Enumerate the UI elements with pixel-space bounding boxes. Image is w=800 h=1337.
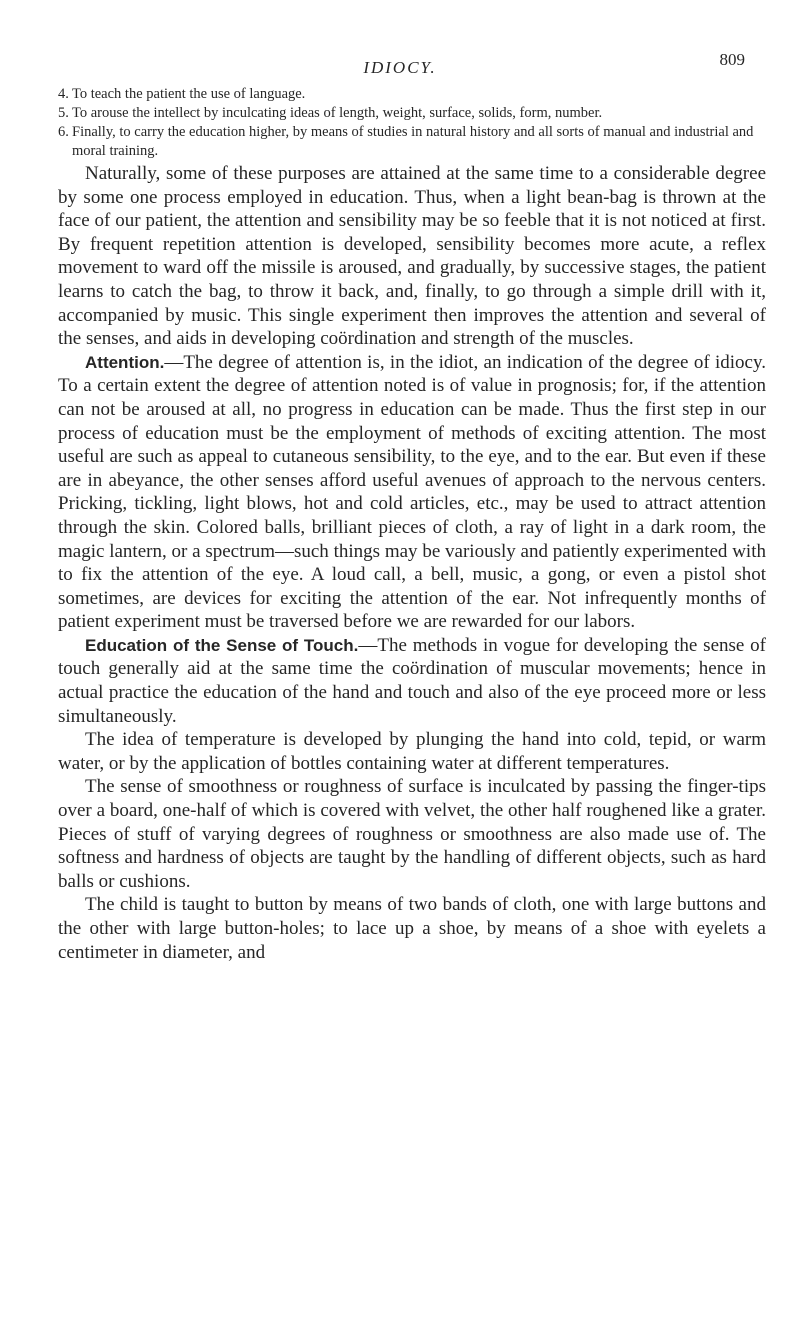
section-heading-attention: Attention.: [85, 352, 165, 372]
page-number: 809: [719, 50, 745, 69]
list-item-text: To teach the patient the use of language.: [72, 86, 306, 102]
section-heading-touch: Education of the Sense of Touch.: [85, 635, 359, 655]
paragraph: [58, 351, 766, 634]
paragraph: The sense of smoothness or roughness of surface is inculcated by passing the finger-tips over a board, one-half of which is covered with velvet, the other half roughened like a grater. Pieces of stuff of varying degrees of roughness or smoothness are also made use of. The softness and hardness of objects are taught by the handling of different objects, such as hard balls or cushions.: [58, 776, 766, 892]
running-title: IDIOCY.: [363, 58, 437, 77]
list-item: [58, 85, 764, 104]
paragraph-text: —The degree of attention is, in the idiot, an indication of the degree of idiocy. To a certain extent the degree of attention noted is of value in prognosis; for, if the attention can not be aroused at all, no progress in education can be made. Thus the first step in our process of education must be the employment of methods of exciting attention. The most useful are such as appeal to cutaneous sensibility, to the eye, and to the ear. But even if these are in abeyance, the other senses afford useful avenues of approach to the nervous centers. Pricking, tickling, light blows, hot and cold articles, etc., may be used to attract attention through the skin. Colored balls, brilliant pieces of cloth, a ray of light in a dark room, the magic lantern, or a spectrum—such things may be variously and patiently experimented with to fix the attention of the eye. A loud call, a bell, music, a gong, or even a pistol shot sometimes, are devices for exciting the attention of the ear. Not infrequently months of patient experiment must be traversed before we are rewarded for our labors.: [58, 351, 766, 633]
list-item-text: To arouse the intellect by inculcating ideas of length, weight, surface, solids, form, number.: [72, 105, 603, 121]
paragraph: [58, 634, 766, 728]
paragraph-text: —The methods in vogue for developing the sense of touch generally aid at the same time the coördination of muscular movements; hence in actual practice the education of the hand and touch and also of the eye proceed more or less simultaneously.: [58, 634, 766, 727]
list-item-number: 4.: [58, 86, 69, 102]
paragraph: Naturally, some of these purposes are attained at the same time to a considerable degree by some one process employed in education. Thus, when a light bean-bag is thrown at the face of our patient, the attention and sensibility may be so feeble that it is not noticed at first. By frequent repetition attention is developed, sensibility becomes more acute, a reflex movement to ward off the missile is aroused, and gradually, by successive stages, the patient learns to catch the bag, to throw it back, and, finally, to go through a simple drill with it, accompanied by music. This single experiment then improves the attention and several of the senses, and aids in developing coördination and strength of the muscles.: [58, 163, 766, 350]
paragraph: The idea of temperature is developed by plunging the hand into cold, tepid, or warm water, or by the application of bottles containing water at different temperatures.: [58, 729, 766, 774]
list-item-number: 6.: [58, 124, 69, 140]
list-item: [58, 123, 764, 161]
paragraph: The child is taught to button by means of two bands of cloth, one with large buttons and the other with large button-holes; to lace up a shoe, by means of a shoe with eyelets a centimeter in diameter, and: [58, 894, 766, 963]
list-item: [58, 104, 764, 123]
body-text: [58, 162, 766, 964]
list-item-text: Finally, to carry the education higher, by means of studies in natural history and all sorts of manual and industrial and moral training.: [72, 124, 754, 159]
numbered-list: [58, 85, 764, 161]
list-item-number: 5.: [58, 105, 69, 121]
